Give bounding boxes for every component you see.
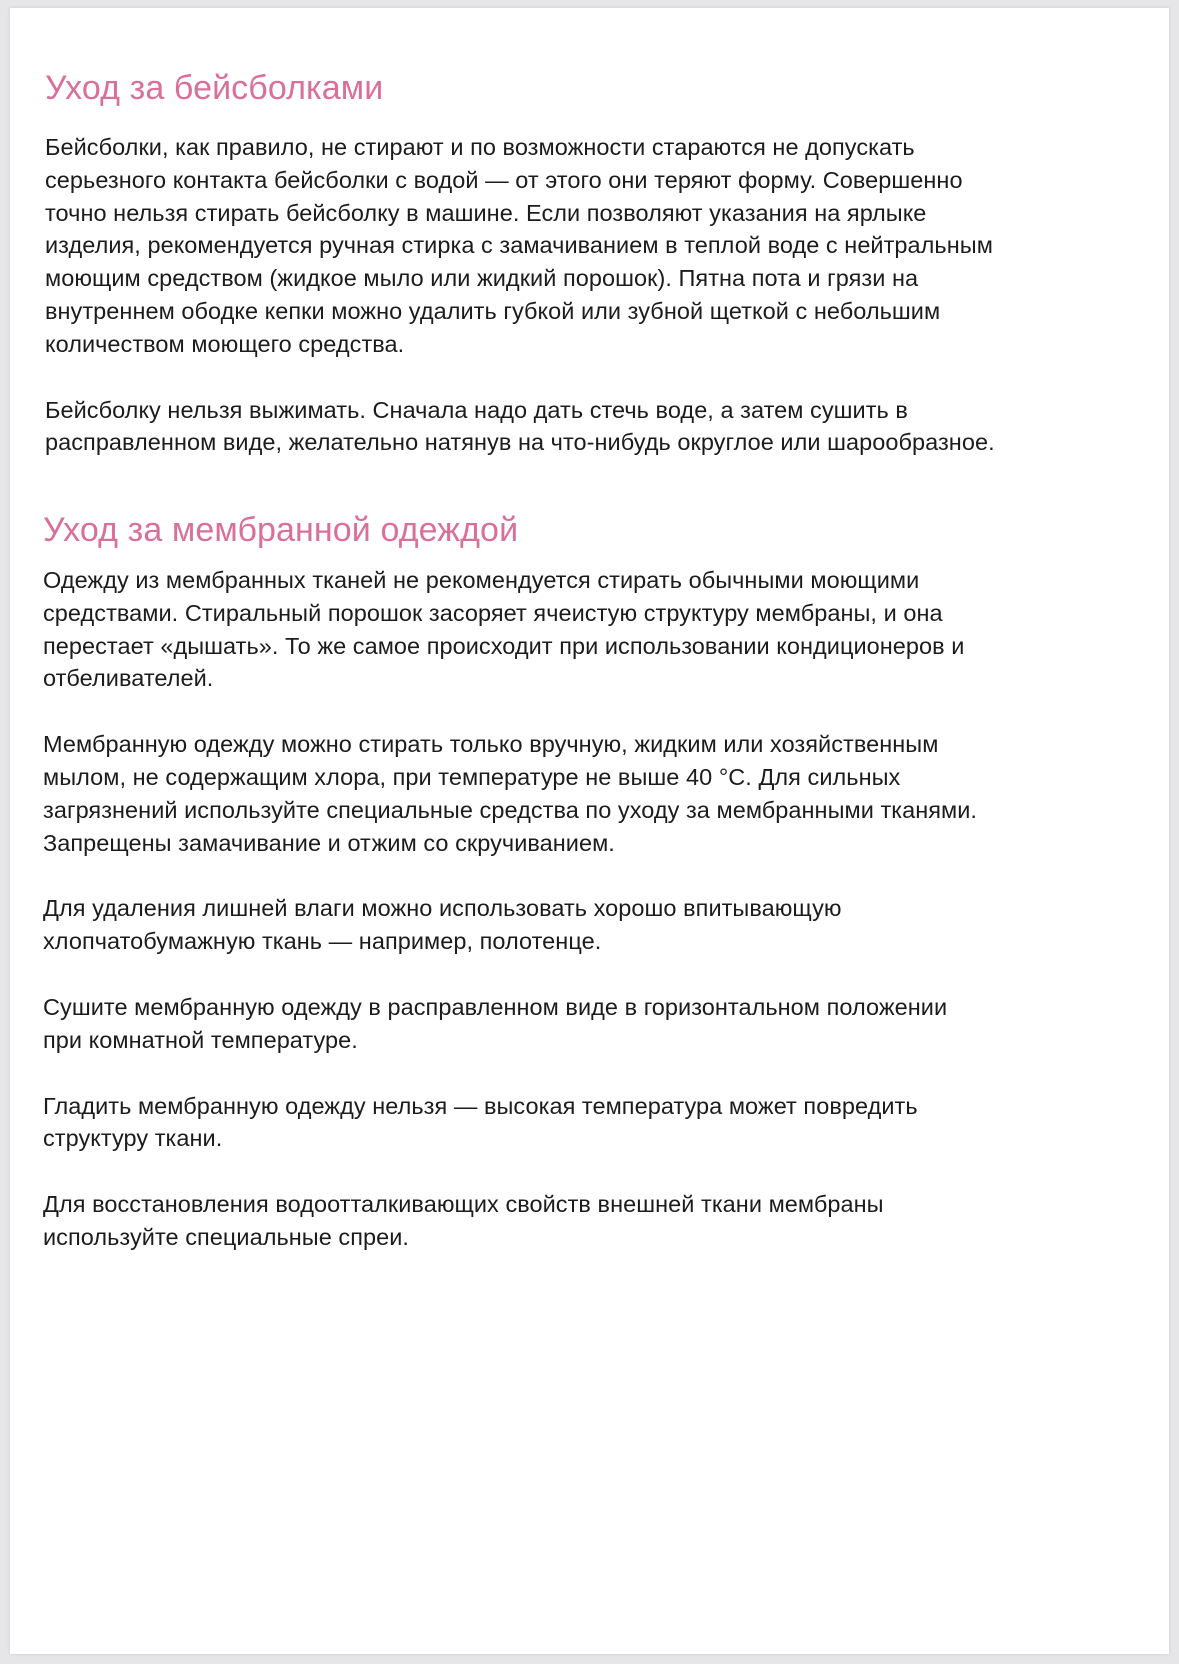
document-page [10, 8, 1169, 1654]
paragraph: Мембранную одежду можно стирать только вручную, жидким или хозяйственным мылом, не содержащим хлора, при температуре не выше 40 °С. Для сильных загрязнений используйте специальные средства по уходу за мембранными тканями. Запрещены замачивание и отжим со скручиванием. [43, 731, 978, 856]
paragraph: Бейсболку нельзя выжимать. Сначала надо дать стечь воде, а затем сушить в расправленном виде, желательно натянув на что-нибудь округлое или шарообразное. [45, 396, 995, 456]
section-heading: Уход за мембранной одеждой [43, 511, 519, 549]
paragraph: Сушите мембранную одежду в расправленном виде в горизонтальном положении при комнатной температуре. [43, 993, 948, 1053]
paragraph: Одежду из мембранных тканей не рекомендуется стирать обычными моющими средствами. Стиральный порошок засоряет ячеистую структуру мембраны, и она перестает «дышать». То же самое происходит при использовании кондиционеров и отбеливателей. [43, 567, 965, 692]
section-membrane-clothing [43, 508, 1133, 1287]
section-heading: Уход за бейсболками [45, 69, 384, 107]
paragraph: Для восстановления водоотталкивающих свойств внешней ткани мембраны используйте специальные спреи. [43, 1191, 884, 1250]
paragraph: Для удаления лишней влаги можно использовать хорошо впитывающую хлопчатобумажную ткань — например, полотенце. [43, 895, 842, 955]
paragraph: Гладить мембранную одежду нельзя — высокая температура может повредить структуру ткани. [43, 1092, 918, 1152]
section-baseball-caps [45, 66, 1135, 492]
paragraph: Бейсболки, как правило, не стирают и по возможности стараются не допускать серьезного контакта бейсболки с водой — от этого они теряют форму. Совершенно точно нельзя стирать бейсболку в машине. Если позволяют указания на ярлыке изделия, рекомендуется ручная стирка с замачиванием в теплой воде с нейтральным моющим средством (жидкое мыло или жидкий порошок). Пятна пота и грязи на внутреннем ободке кепки можно удалить губкой или зубной щеткой с небольшим количеством моющего средства. [45, 134, 993, 357]
